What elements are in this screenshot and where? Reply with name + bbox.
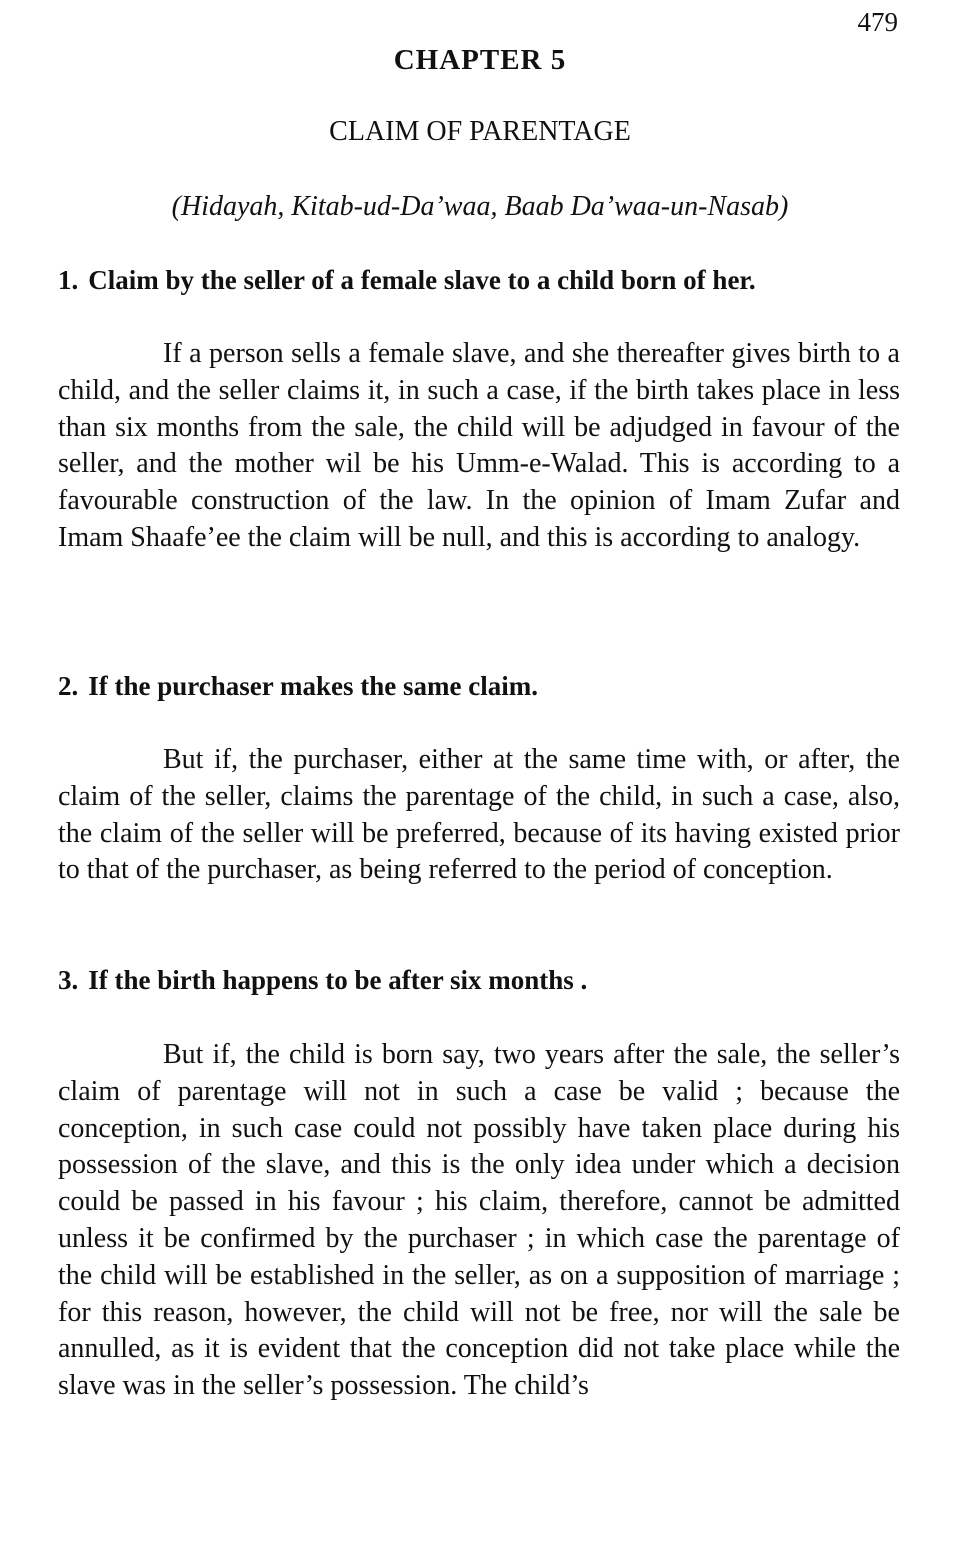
page-number: 479: [857, 7, 898, 37]
section-number: 2.: [58, 671, 79, 701]
section-paragraph-1: If a person sells a female slave, and she thereafter gives birth to a child, and the seller claims it, in such a case, if the birth takes place in less than six months from the sale, the child will be adjudged in favour of the seller, and the mother wil be his Umm-e-Walad. This is according to a favourable construction of the law. In the opinion of Imam Zufar and Imam Shaafe’ee the claim will be null, and this is according to analogy.: [58, 338, 900, 553]
section-heading-text: If the birth happens to be after six months .: [88, 965, 588, 995]
source-citation: (Hidayah, Kitab-ud-Da’waa, Baab Da’waa-un-Nasab): [171, 191, 789, 222]
section-paragraph-3: But if, the child is born say, two years after the sale, the seller’s claim of parentage will not in such a case be valid ; because the conception, in such case could not possibly have taken place during his possession of the slave, and this is the only idea under which a decision could be passed in his favour ; his claim, therefore, cannot be admitted unless it be confirmed by the purchaser ; in which case the parentage of the child will be established in the seller, as on a supposition of marriage ; for this reason, however, the child will not be free, nor will the sale be annulled, as it is evident that the conception did not take place while the slave was in the seller’s possession. The child’s: [58, 1039, 900, 1402]
section-heading-2: [58, 668, 908, 704]
chapter-heading: CHAPTER 5: [393, 44, 567, 76]
section-heading-1: [58, 262, 908, 298]
section-paragraph-2: But if, the purchaser, either at the same time with, or after, the claim of the seller, claims the parentage of the child, in such a case, also, the claim of the seller will be preferred, because of its having existed prior to that of the purchaser, as being referred to the period of conception.: [58, 744, 900, 886]
section-number: 1.: [58, 265, 79, 295]
section-number: 3.: [58, 965, 79, 995]
section-heading-text: If the purchaser makes the same claim.: [88, 671, 538, 701]
chapter-title: CLAIM OF PARENTAGE: [329, 116, 631, 147]
section-heading-text: Claim by the seller of a female slave to a child born of her.: [88, 265, 756, 295]
section-heading-3: [58, 962, 908, 998]
